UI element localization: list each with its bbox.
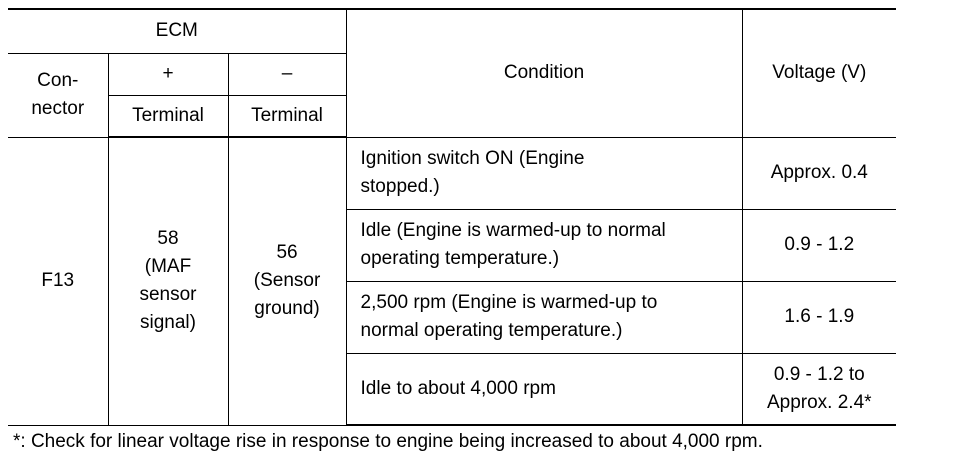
voltage-line: 0.9 - 1.2	[784, 234, 855, 255]
ecm-header: ECM	[8, 9, 346, 53]
plus-terminal-line: 58	[157, 228, 179, 250]
condition-line: normal operating temperature.)	[360, 320, 623, 341]
minus-terminal-line: ground)	[254, 298, 320, 320]
condition-line: Idle to about 4,000 rpm	[360, 377, 556, 399]
plus-terminal-line: signal)	[140, 312, 196, 334]
voltage-line: Approx. 0.4	[770, 162, 868, 183]
condition-line: Idle (Engine is warmed-up to normal	[360, 220, 666, 241]
condition-cell	[346, 281, 742, 353]
voltage-line: 1.6 - 1.9	[784, 306, 855, 327]
condition-line: operating temperature.)	[360, 248, 560, 269]
condition-header: Condition	[346, 9, 742, 137]
condition-cell	[346, 353, 742, 425]
condition-line: 2,500 rpm (Engine is warmed-up to	[360, 292, 658, 313]
condition-cell	[346, 209, 742, 281]
terminal-plus-header: Terminal	[108, 95, 228, 137]
minus-terminal-line: (Sensor	[253, 270, 321, 292]
voltage-header: Voltage (V)	[742, 9, 896, 137]
condition-line: stopped.)	[360, 176, 440, 197]
voltage-cell	[742, 281, 896, 353]
plus-terminal-cell	[108, 137, 228, 425]
plus-terminal-line: (MAF	[144, 256, 192, 278]
minus-header: –	[228, 53, 346, 95]
connector-header	[8, 53, 108, 137]
voltage-line: 0.9 - 1.2 to	[773, 363, 865, 385]
plus-terminal-line: sensor	[139, 284, 197, 306]
voltage-cell	[742, 137, 896, 209]
connector-cell: F13	[8, 137, 108, 425]
connector-header-line2: nector	[31, 98, 85, 119]
voltage-cell	[742, 353, 896, 425]
voltage-spec-table	[8, 8, 896, 426]
plus-header: +	[108, 53, 228, 95]
voltage-line: Approx. 2.4*	[766, 391, 872, 413]
footnote: *: Check for linear voltage rise in response to engine being increased to about 4,000 rpm.	[13, 431, 763, 452]
minus-terminal-cell	[228, 137, 346, 425]
terminal-minus-header: Terminal	[228, 95, 346, 137]
condition-cell	[346, 137, 742, 209]
condition-line: Ignition switch ON (Engine	[360, 148, 585, 169]
connector-header-line1: Con-	[37, 70, 79, 91]
voltage-cell	[742, 209, 896, 281]
minus-terminal-line: 56	[276, 242, 298, 264]
